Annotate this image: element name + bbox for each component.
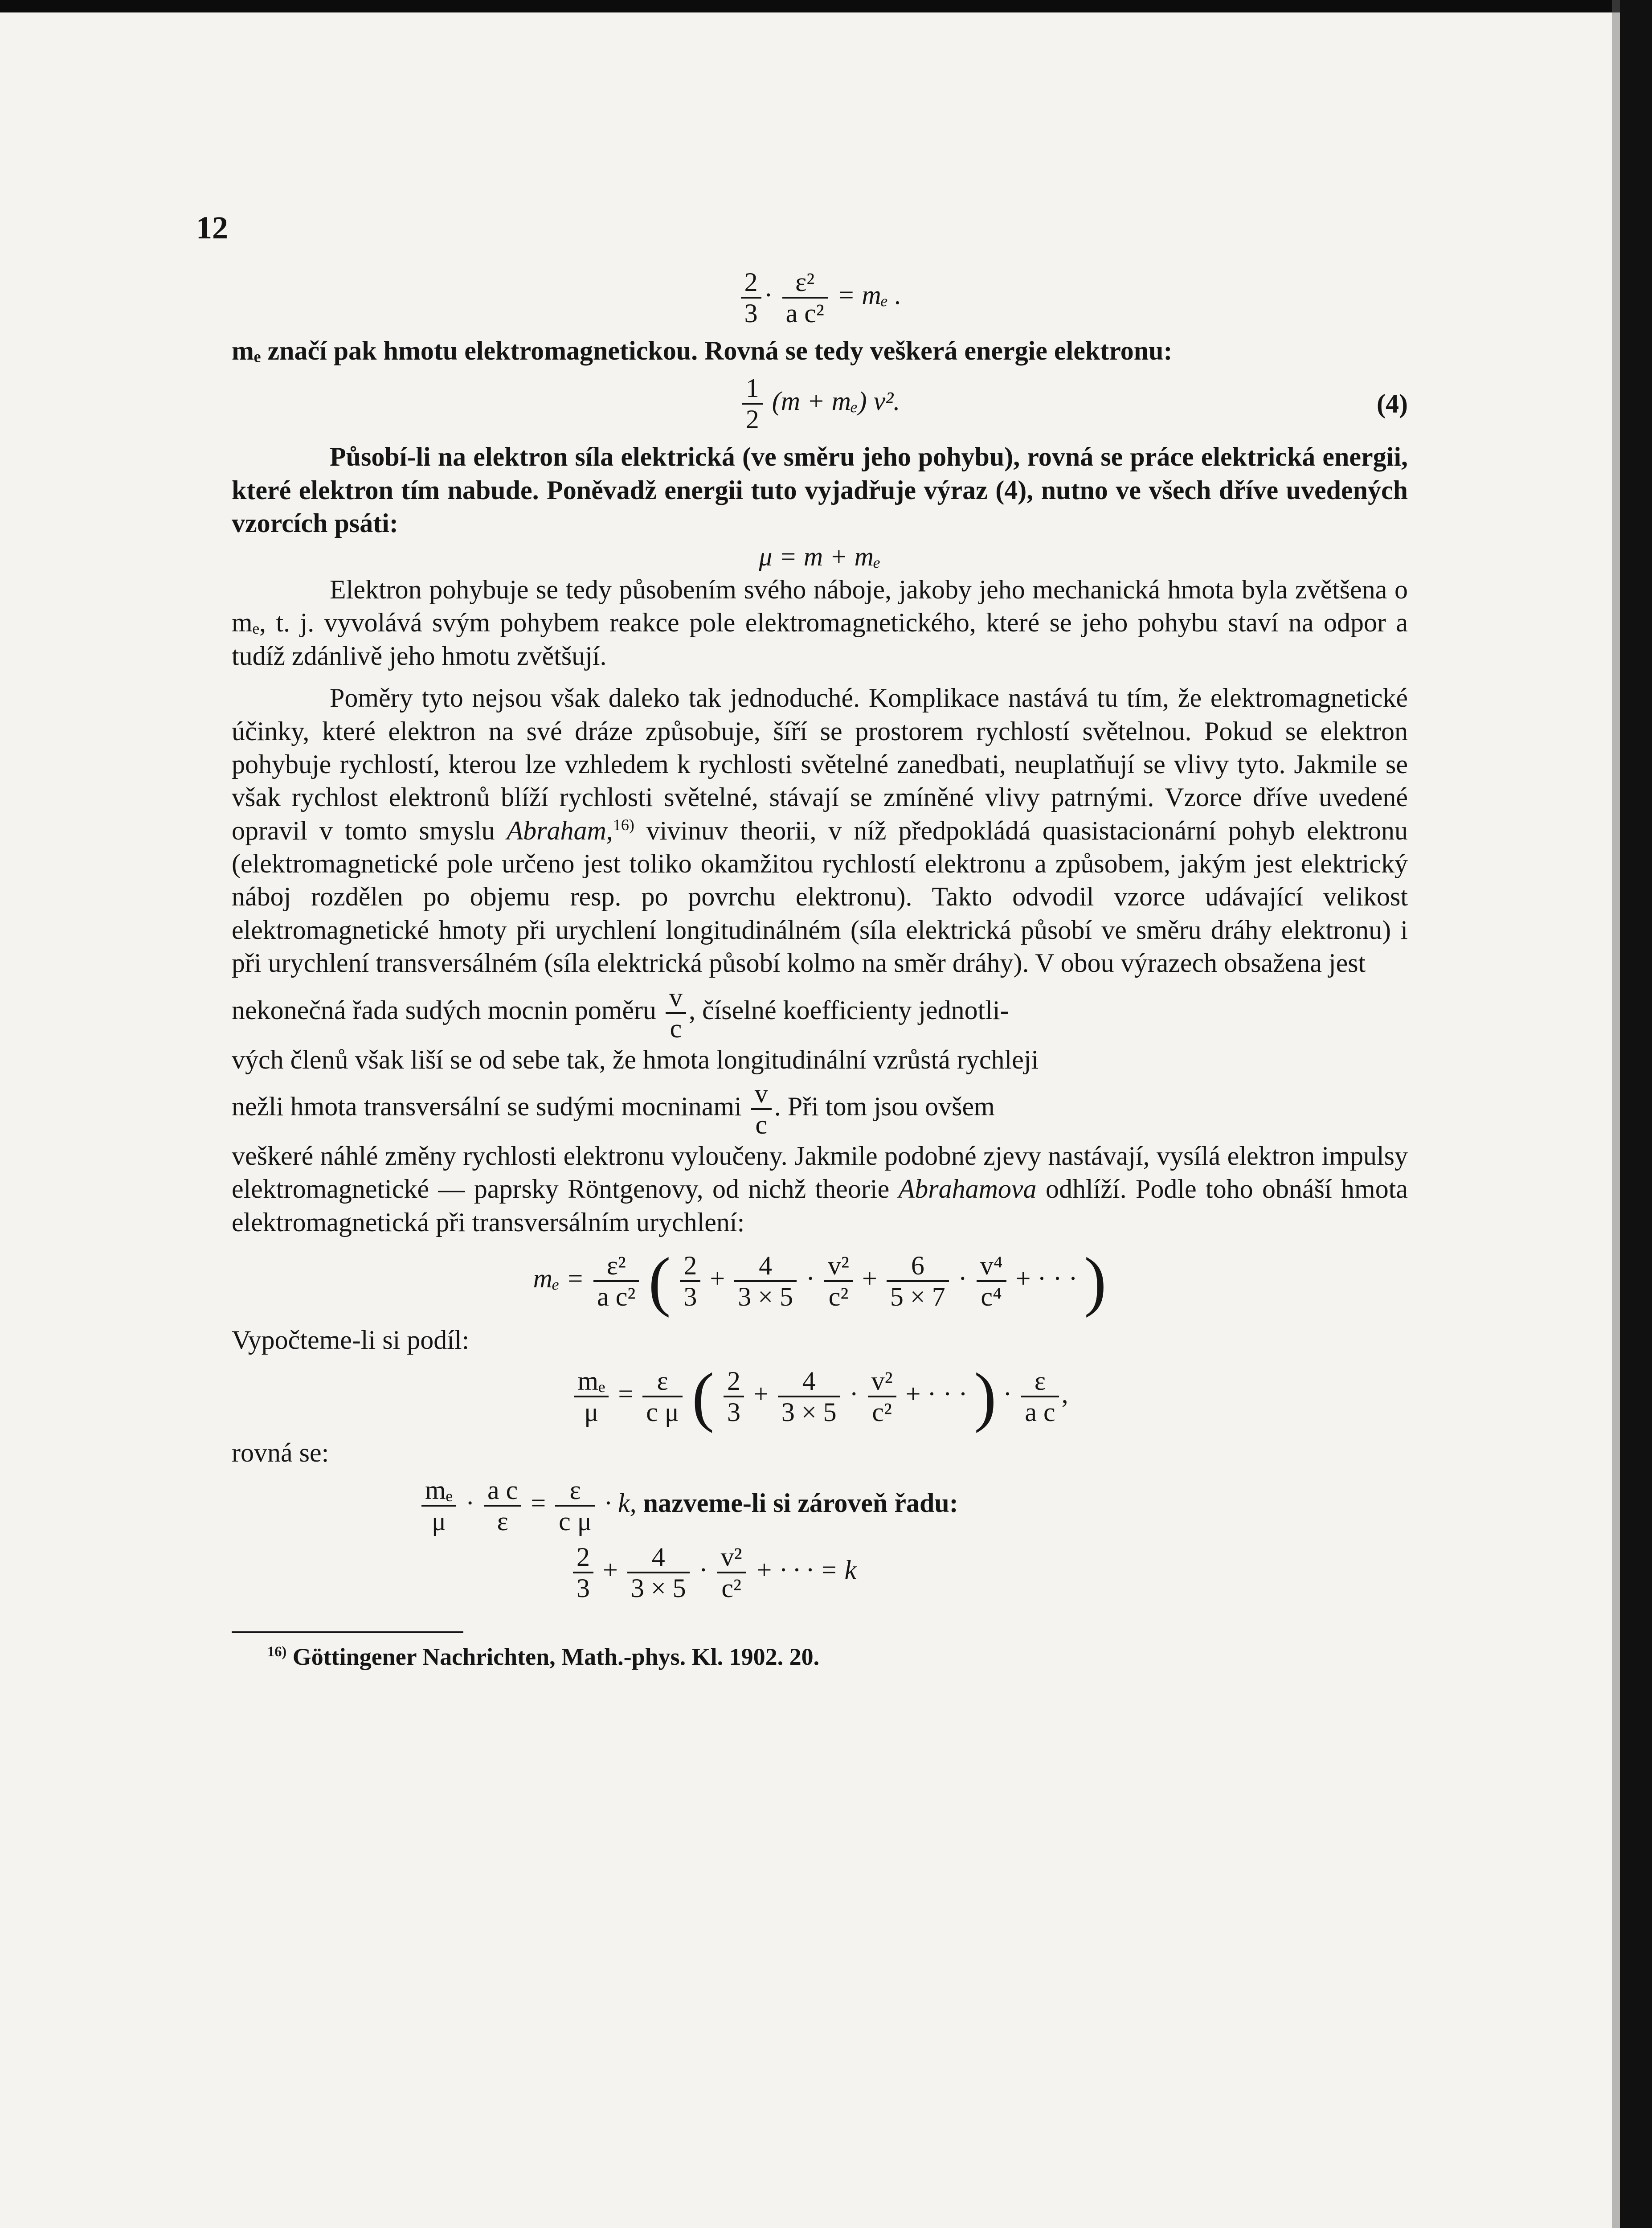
scan-border-top (0, 0, 1652, 12)
fraction: $\frac{\text{ε²}}{\text{a c²}}$ (782, 267, 828, 328)
equation-number: (4) (1377, 389, 1408, 419)
fraction: $\frac{\text{a c}}{\varepsilon}$ (484, 1475, 521, 1536)
paragraph: Poměry tyto nejsou však daleko tak jednoduché. Komplikace nastává tu tím, že elektromagnetické účinky, které elektron na své dráze způsobuje, šíří se prostorem rychlostí světelnou. Pokud se elektron pohybuje rychlostí, kterou lze vzhledem k rychlosti světelné zanedbati, neuplatňují se vlivy tyto. Jakmile se však rychlost elektronů blíží rychlosti světelné, stávají se zmíněné vlivy patrnými. Vzorce dříve uvedené opravil v tomto smyslu Abraham,$^{16)}$ vivinuv theorii, v níž předpokládá quasistacionární pohyb elektronu (elektromagnetické pole určeno jest toliko okamžitou rychlostí elektronu a způsobem, jakým jest elektrický náboj rozdělen po objemu resp. po povrchu elektronu). Takto odvodil vzorce udávající velikost elektromagnetické hmoty při urychlení longitudinálném (síla elektrická působí ve směru dráhy elektronu) i při urychlení transversálném (síla elektrická působí kolmo na směr dráhy). V obou výrazech obsažena jest (232, 683, 1408, 978)
paren-open: ( (692, 1359, 714, 1433)
paragraph: veškeré náhlé změny rychlosti elektronu vyloučeny. Jakmile podobné zjevy nastávají, vysílá elektron impulsy elektromagnetické — paprsky Röntgenovy, od nichž theorie Abrahamova odhlíží. Podle toho obnáší hmota elektromagnetická při transversálním urychlení: (232, 1141, 1408, 1237)
scan-border-right (1620, 0, 1652, 2228)
fraction: $\frac{4}{3 \times 5}$ (627, 1542, 690, 1603)
formula-series: mₑ = $\frac{\text{ε²}}{\text{a c²}}$ ( $\frac{2}{3}$ + $\frac{4}{3 \times 5}$ · $\frac{\text{v²}}{\text{c²}}$ + $\frac{6}{5 \times 7}$ · $\frac{\text{v⁴}}{\text{c⁴}}$ + · · · ) (533, 1244, 1107, 1319)
footnote-rule (232, 1631, 463, 1633)
paren-open: ( (648, 1244, 671, 1319)
fraction: $\frac{6}{5 \times 7}$ (887, 1251, 949, 1311)
paragraph: Působí-li na elektron síla elektrická (ve směru jeho pohybu), rovná se práce elektrická energii, které elektron tím nabude. Poněvadž energii tuto vyjadřuje výraz (4), nutno ve všech dříve uvedených vzorcích psáti: (232, 442, 1408, 538)
line-with-fraction: nežli hmota transversální se sudými mocninami $\frac{v}{c}$ . Při tom jsou ovšem (232, 1079, 995, 1140)
paren-close: ) (974, 1359, 997, 1433)
page-body (232, 196, 1408, 1672)
fraction: $\frac{\varepsilon}{\text{c μ}}$ (642, 1366, 683, 1427)
fraction: $\frac{4}{3 \times 5}$ (778, 1366, 840, 1427)
fraction: $\frac{2}{3}$ (573, 1542, 593, 1603)
fraction: $\frac{2}{3}$ (724, 1366, 744, 1427)
footnote: $^{16)}$ Göttingener Nachrichten, Math.-phys. Kl. 1902. 20. (267, 1643, 820, 1670)
fraction: $\frac{\text{mₑ}}{\mu}$ (574, 1366, 609, 1427)
paren-close: ) (1084, 1244, 1107, 1319)
fraction: $\frac{1}{2}$ (742, 373, 763, 434)
fraction: $\frac{v}{c}$ (666, 983, 686, 1043)
author-name: Abraham, (507, 815, 613, 845)
formula-k-series: $\frac{2}{3}$ + $\frac{4}{3 \times 5}$ · $\frac{\text{v²}}{\text{c²}}$ + · · · = k (232, 1542, 1408, 1603)
scan-shadow-right (1612, 0, 1620, 2228)
paragraph: rovná se: (232, 1438, 329, 1467)
fraction: $\frac{\varepsilon}{\text{c μ}}$ (555, 1475, 595, 1536)
line-with-fraction: nekonečná řada sudých mocnin poměru $\frac{v}{c}$ , číselné koefficienty jednotli- (232, 982, 1009, 1043)
fraction: $\frac{2}{3}$ (741, 267, 761, 328)
fraction: $\frac{\text{v²}}{\text{c²}}$ (824, 1251, 853, 1311)
fraction: $\frac{\text{v⁴}}{\text{c⁴}}$ (977, 1251, 1006, 1311)
author-name: Abrahamova (898, 1174, 1037, 1204)
page-number: 12 (196, 210, 228, 246)
formula-k: $\frac{\text{mₑ}}{\mu}$ · $\frac{\text{a c}}{\varepsilon}$ = $\frac{\varepsilon}{\text{c μ}}$ · k, nazveme-li si zároveň řadu: (232, 1475, 1408, 1536)
fraction: $\frac{2}{3}$ (680, 1251, 700, 1311)
paragraph: vých členů však liší se od sebe tak, že hmota longitudinální vzrůstá rychleji (232, 1044, 1039, 1074)
footnote-ref: 16) (613, 815, 634, 834)
fraction: $\frac{\text{v²}}{\text{c²}}$ (717, 1542, 746, 1603)
fraction: $\frac{4}{3 \times 5}$ (734, 1251, 797, 1311)
fraction: $\frac{\varepsilon}{\text{a c}}$ (1021, 1366, 1059, 1427)
formula-me: $\frac{2}{3}$ · $\frac{\text{ε²}}{\text{a c²}}$ = mₑ . (232, 267, 1408, 328)
formula-mu: μ = m + mₑ (759, 541, 881, 571)
footnote-marker: 16) (267, 1643, 287, 1660)
paragraph: Vypočteme-li si podíl: (232, 1325, 470, 1355)
fraction: $\frac{\text{mₑ}}{\mu}$ (421, 1475, 456, 1536)
paragraph: mₑ značí pak hmotu elektromagnetickou. Rovná se tedy veškerá energie elektronu: (232, 336, 1173, 365)
fraction: $\frac{\text{ε²}}{\text{a c²}}$ (593, 1251, 639, 1311)
fraction: $\frac{\text{v²}}{\text{c²}}$ (868, 1366, 896, 1427)
formula-ratio: $\frac{\text{mₑ}}{\mu}$ = $\frac{\varepsilon}{\text{c μ}}$ ( $\frac{2}{3}$ + $\frac{4}{3 \times 5}$ · $\frac{\text{v²}}{\text{c²}}$ + · · · ) · $\frac{\varepsilon}{\text{a c}}$ , (232, 1363, 1408, 1430)
fraction: $\frac{v}{c}$ (751, 1079, 772, 1139)
formula-4: $\frac{1}{2}$ (m + mₑ) v². (4) (232, 373, 1408, 434)
paragraph: Elektron pohybuje se tedy působením svého náboje, jakoby jeho mechanická hmota byla zvětšena o mₑ, t. j. vyvolává svým pohybem reakce pole elektromagnetického, které se jeho pohybu staví na odpor a tudíž zdánlivě jeho hmotu zvětšují. (232, 574, 1408, 671)
